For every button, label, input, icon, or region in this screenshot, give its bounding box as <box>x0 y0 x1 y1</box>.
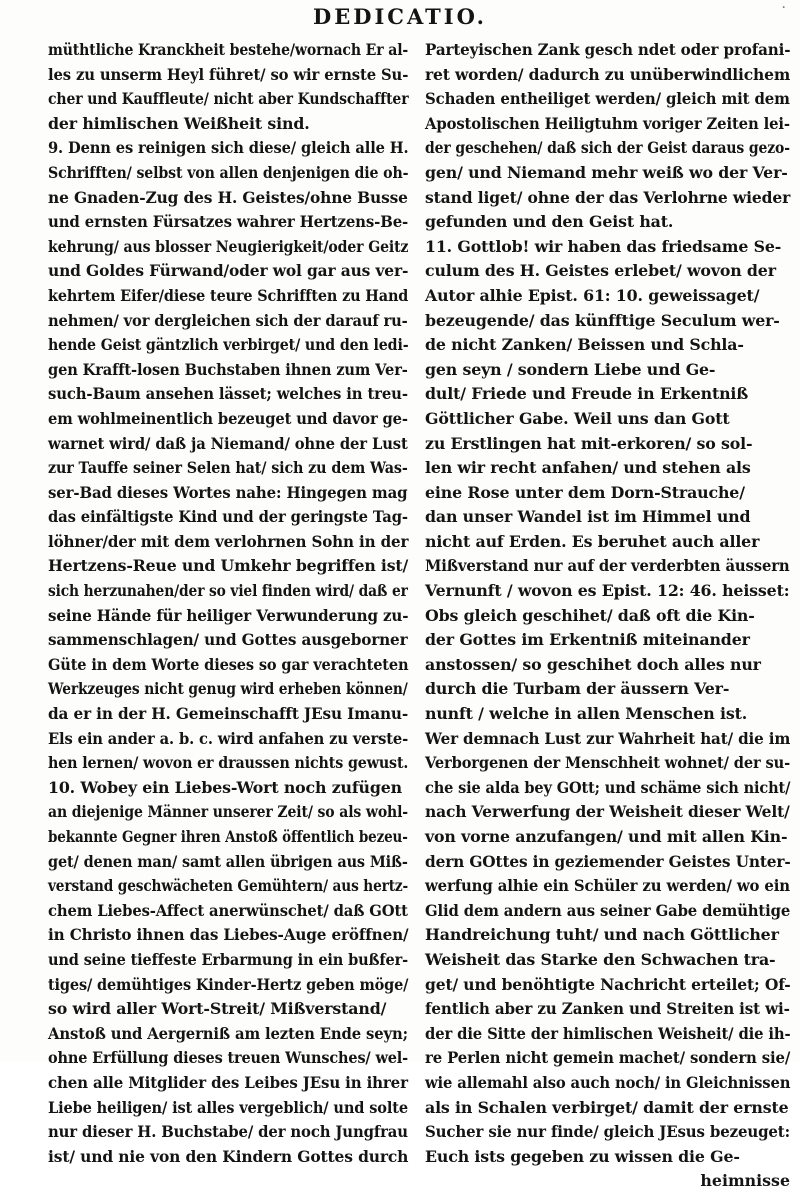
text-line: Euch ists gegeben zu wissen die Ge- <box>425 1146 740 1166</box>
text-line: da er in der H. Gemeinschafft JEsu Imanu- <box>48 704 409 724</box>
text-line: Verborgenen der Menschheit wohnet/ der su- <box>425 753 791 773</box>
text-line: get/ denen man/ samt allen übrigen aus Miß- <box>48 851 408 871</box>
corner-mark: · <box>781 0 786 16</box>
text-line: ret worden/ dadurch zu unüberwindlichem <box>425 64 791 84</box>
text-line: stand liget/ ohne der das Verlohrne wieder <box>425 187 791 207</box>
text-line: nur dieser H. Buchstabe/ der noch Jungfrau <box>48 1122 408 1142</box>
text-line: warnet wird/ daß ja Niemand/ ohne der Lust <box>48 433 408 453</box>
text-line: sammenschlagen/ und Gottes ausgeborner <box>48 630 408 650</box>
text-line: Vernunft / wovon es Epist. 12: 46. heisset: <box>425 581 790 601</box>
text-line: wie allemahl also auch noch/ in Gleichnissen <box>425 1072 791 1092</box>
text-line: get/ und benöhtigte Nachricht erteilet; Of- <box>425 974 791 994</box>
text-line: dern GOttes in geziemender Geistes Unter- <box>425 851 791 871</box>
text-line: Els ein ander a. b. c. wird anfahen zu verste- <box>48 728 409 748</box>
text-line: und seine tieffeste Erbarmung in ein bußfer- <box>48 949 408 969</box>
left-column <box>48 38 409 1166</box>
text-line: anstossen/ so geschihet doch alles nur <box>425 654 761 674</box>
text-line: Parteyischen Zank gesch ndet oder profani- <box>425 40 791 59</box>
text-line: len wir recht anfahen/ und stehen als <box>425 458 751 478</box>
text-line: müthtliche Kranckheit bestehe/wornach Er al- <box>48 40 409 59</box>
text-line: seine Hände für heiliger Verwunderung zu- <box>48 605 409 625</box>
text-line: nehmen/ vor dergleichen sich der darauf ru- <box>48 310 408 330</box>
text-line: Glid dem andern aus seiner Gabe demühtige <box>425 900 791 920</box>
text-line: Göttlicher Gabe. Weil uns dan Gott <box>425 408 730 428</box>
text-line: 9. Denn es reinigen sich diese/ gleich alle H. <box>48 138 409 158</box>
text-line: Mißverstand nur auf der verderbten äussern <box>425 556 790 576</box>
text-line: Werkzeuges nicht genug wird erheben können/ <box>48 679 408 699</box>
catchword: heimnisse <box>700 1171 790 1191</box>
running-head: DEDICATIO. <box>313 4 487 29</box>
text-line: der die Sitte der himlischen Weisheit/ die ih- <box>425 1023 791 1043</box>
text-line: der geschehen/ daß sich der Geist daraus gezo- <box>425 138 790 158</box>
text-line: Anstoß und Aergerniß am lezten Ende seyn; <box>48 1023 408 1043</box>
text-line: dan unser Wandel ist im Himmel und <box>425 507 751 527</box>
text-line: zur Tauffe seiner Selen hat/ sich zu dem Was- <box>48 458 408 478</box>
text-line: der himlischen Weißheit sind. <box>48 113 310 133</box>
right-column <box>425 38 791 1191</box>
text-line: nicht auf Erden. Es beruhet auch aller <box>425 531 760 551</box>
text-line: nach Verwerfung der Weisheit dieser Welt/ <box>425 802 790 822</box>
text-line: chem Liebes-Affect anerwünschet/ daß GOtt <box>48 900 408 920</box>
text-line: in Christo ihnen das Liebes-Auge eröffnen/ <box>48 925 409 945</box>
text-line: 10. Wobey ein Liebes-Wort noch zufügen <box>48 777 402 797</box>
text-line: von vorne anzufangen/ und mit allen Kin- <box>425 827 788 846</box>
text-line: fentlich aber zu Zanken und Streiten ist wi- <box>425 999 790 1019</box>
text-line: tiges/ demühtiges Kinder-Hertz geben möge/ <box>48 974 409 994</box>
text-line: such-Baum ansehen lässet; welches in treu- <box>48 384 408 404</box>
text-line: werfung alhie ein Schüler zu werden/ wo ein <box>425 876 790 896</box>
text-line: bezeugende/ das künfftige Seculum wer- <box>425 310 780 330</box>
text-line: Güte in dem Worte dieses so gar verachteten <box>48 654 409 674</box>
text-line: sich herzunahen/der so viel finden wird/ daß er <box>48 581 408 601</box>
text-line: Liebe heiligen/ ist alles vergeblich/ und solte <box>48 1097 408 1117</box>
text-line: em wohlmeinentlich bezeuget und davor ge- <box>48 408 408 428</box>
text-line: chen alle Mitglider des Leibes JEsu in ihrer <box>48 1072 408 1092</box>
text-line: cher und Kauffleute/ nicht aber Kundschaffter <box>48 89 409 109</box>
text-line: kehrung/ aus blosser Neugierigkeit/oder Geitz <box>48 236 409 256</box>
text-line: gen seyn / sondern Liebe und Ge- <box>425 359 716 379</box>
text-line: ohne Erfüllung dieses treuen Wunsches/ wel- <box>48 1048 409 1068</box>
text-line: gen Krafft-losen Buchstaben ihnen zum Ver- <box>48 359 408 379</box>
text-line: hen lernen/ wovon er draussen nichts gewust. <box>48 753 409 773</box>
text-line: ne Gnaden-Zug des H. Geistes/ohne Busse <box>48 187 408 207</box>
text-line: das einfältigste Kind und der geringste Tag- <box>48 507 408 527</box>
text-line: Handreichung tuht/ und nach Göttlicher <box>425 925 779 945</box>
text-line: löhner/der mit dem verlohrnen Sohn in der <box>48 531 409 551</box>
text-line: Weisheit das Starke den Schwachen tra- <box>425 949 776 969</box>
text-line: 11. Gottlob! wir haben das friedsame Se- <box>425 236 782 256</box>
text-line: Hertzens-Reue und Umkehr begriffen ist/ <box>48 556 409 576</box>
text-line: gefunden und den Geist hat. <box>425 212 674 232</box>
text-line: bekannte Gegner ihren Anstoß öffentlich bezeu- <box>48 827 408 846</box>
text-line: als in Schalen verbirget/ damit der ernste <box>425 1097 789 1117</box>
text-line: und Goldes Fürwand/oder wol gar aus ver- <box>48 261 409 281</box>
text-line: les zu unserm Heyl führet/ so wir ernste Su- <box>48 64 409 84</box>
text-line: re Perlen nicht gemein machet/ sondern sie/ <box>425 1048 791 1068</box>
text-line: de nicht Zanken/ Beissen und Schla- <box>425 335 744 355</box>
text-line: an diejenige Männer unserer Zeit/ so als wohl- <box>48 802 408 822</box>
text-line: kehrtem Eifer/diese teure Schrifften zu Hand <box>48 285 409 305</box>
text-line: Schrifften/ selbst von allen denjenigen die oh- <box>48 162 409 182</box>
text-line: culum des H. Geistes erlebet/ wovon der <box>425 261 776 281</box>
text-line: der Gottes im Erkentniß miteinander <box>425 630 750 650</box>
text-line: Sucher sie nur finde/ gleich JEsus bezeuget: <box>425 1122 790 1142</box>
text-line: Schaden entheiliget werden/ gleich mit dem <box>425 89 790 109</box>
text-line: Autor alhie Epist. 61: 10. geweissaget/ <box>425 285 760 305</box>
text-line: che sie alda bey GOtt; und schäme sich nicht/ <box>425 777 791 797</box>
text-line: und ernsten Fürsatzes wahrer Hertzens-Be- <box>48 212 409 232</box>
text-line: gen/ und Niemand mehr weiß wo der Ver- <box>425 162 788 182</box>
text-line: hende Geist gäntzlich verbirget/ und den ledi- <box>48 335 409 355</box>
text-line: zu Erstlingen hat mit-erkoren/ so sol- <box>425 433 753 453</box>
text-line: ist/ und nie von den Kindern Gottes durch <box>48 1146 409 1166</box>
text-line: ser-Bad dieses Wortes nahe: Hingegen mag <box>48 482 408 502</box>
text-line: Apostolischen Heiligtuhm voriger Zeiten lei- <box>425 113 790 133</box>
text-line: so wird aller Wort-Streit/ Mißverstand/ <box>48 999 387 1019</box>
text-line: dult/ Friede und Freude in Erkentniß <box>425 384 749 404</box>
text-line: Obs gleich geschihet/ daß oft die Kin- <box>425 605 755 625</box>
text-line: Wer demnach Lust zur Wahrheit hat/ die im <box>425 728 791 748</box>
text-line: nunft / welche in allen Menschen ist. <box>425 704 748 724</box>
text-line: durch die Turbam der äussern Ver- <box>425 679 730 699</box>
text-line: eine Rose unter dem Dorn-Strauche/ <box>425 482 745 502</box>
text-line: verstand geschwächeten Gemühtern/ aus hertz- <box>48 876 409 896</box>
